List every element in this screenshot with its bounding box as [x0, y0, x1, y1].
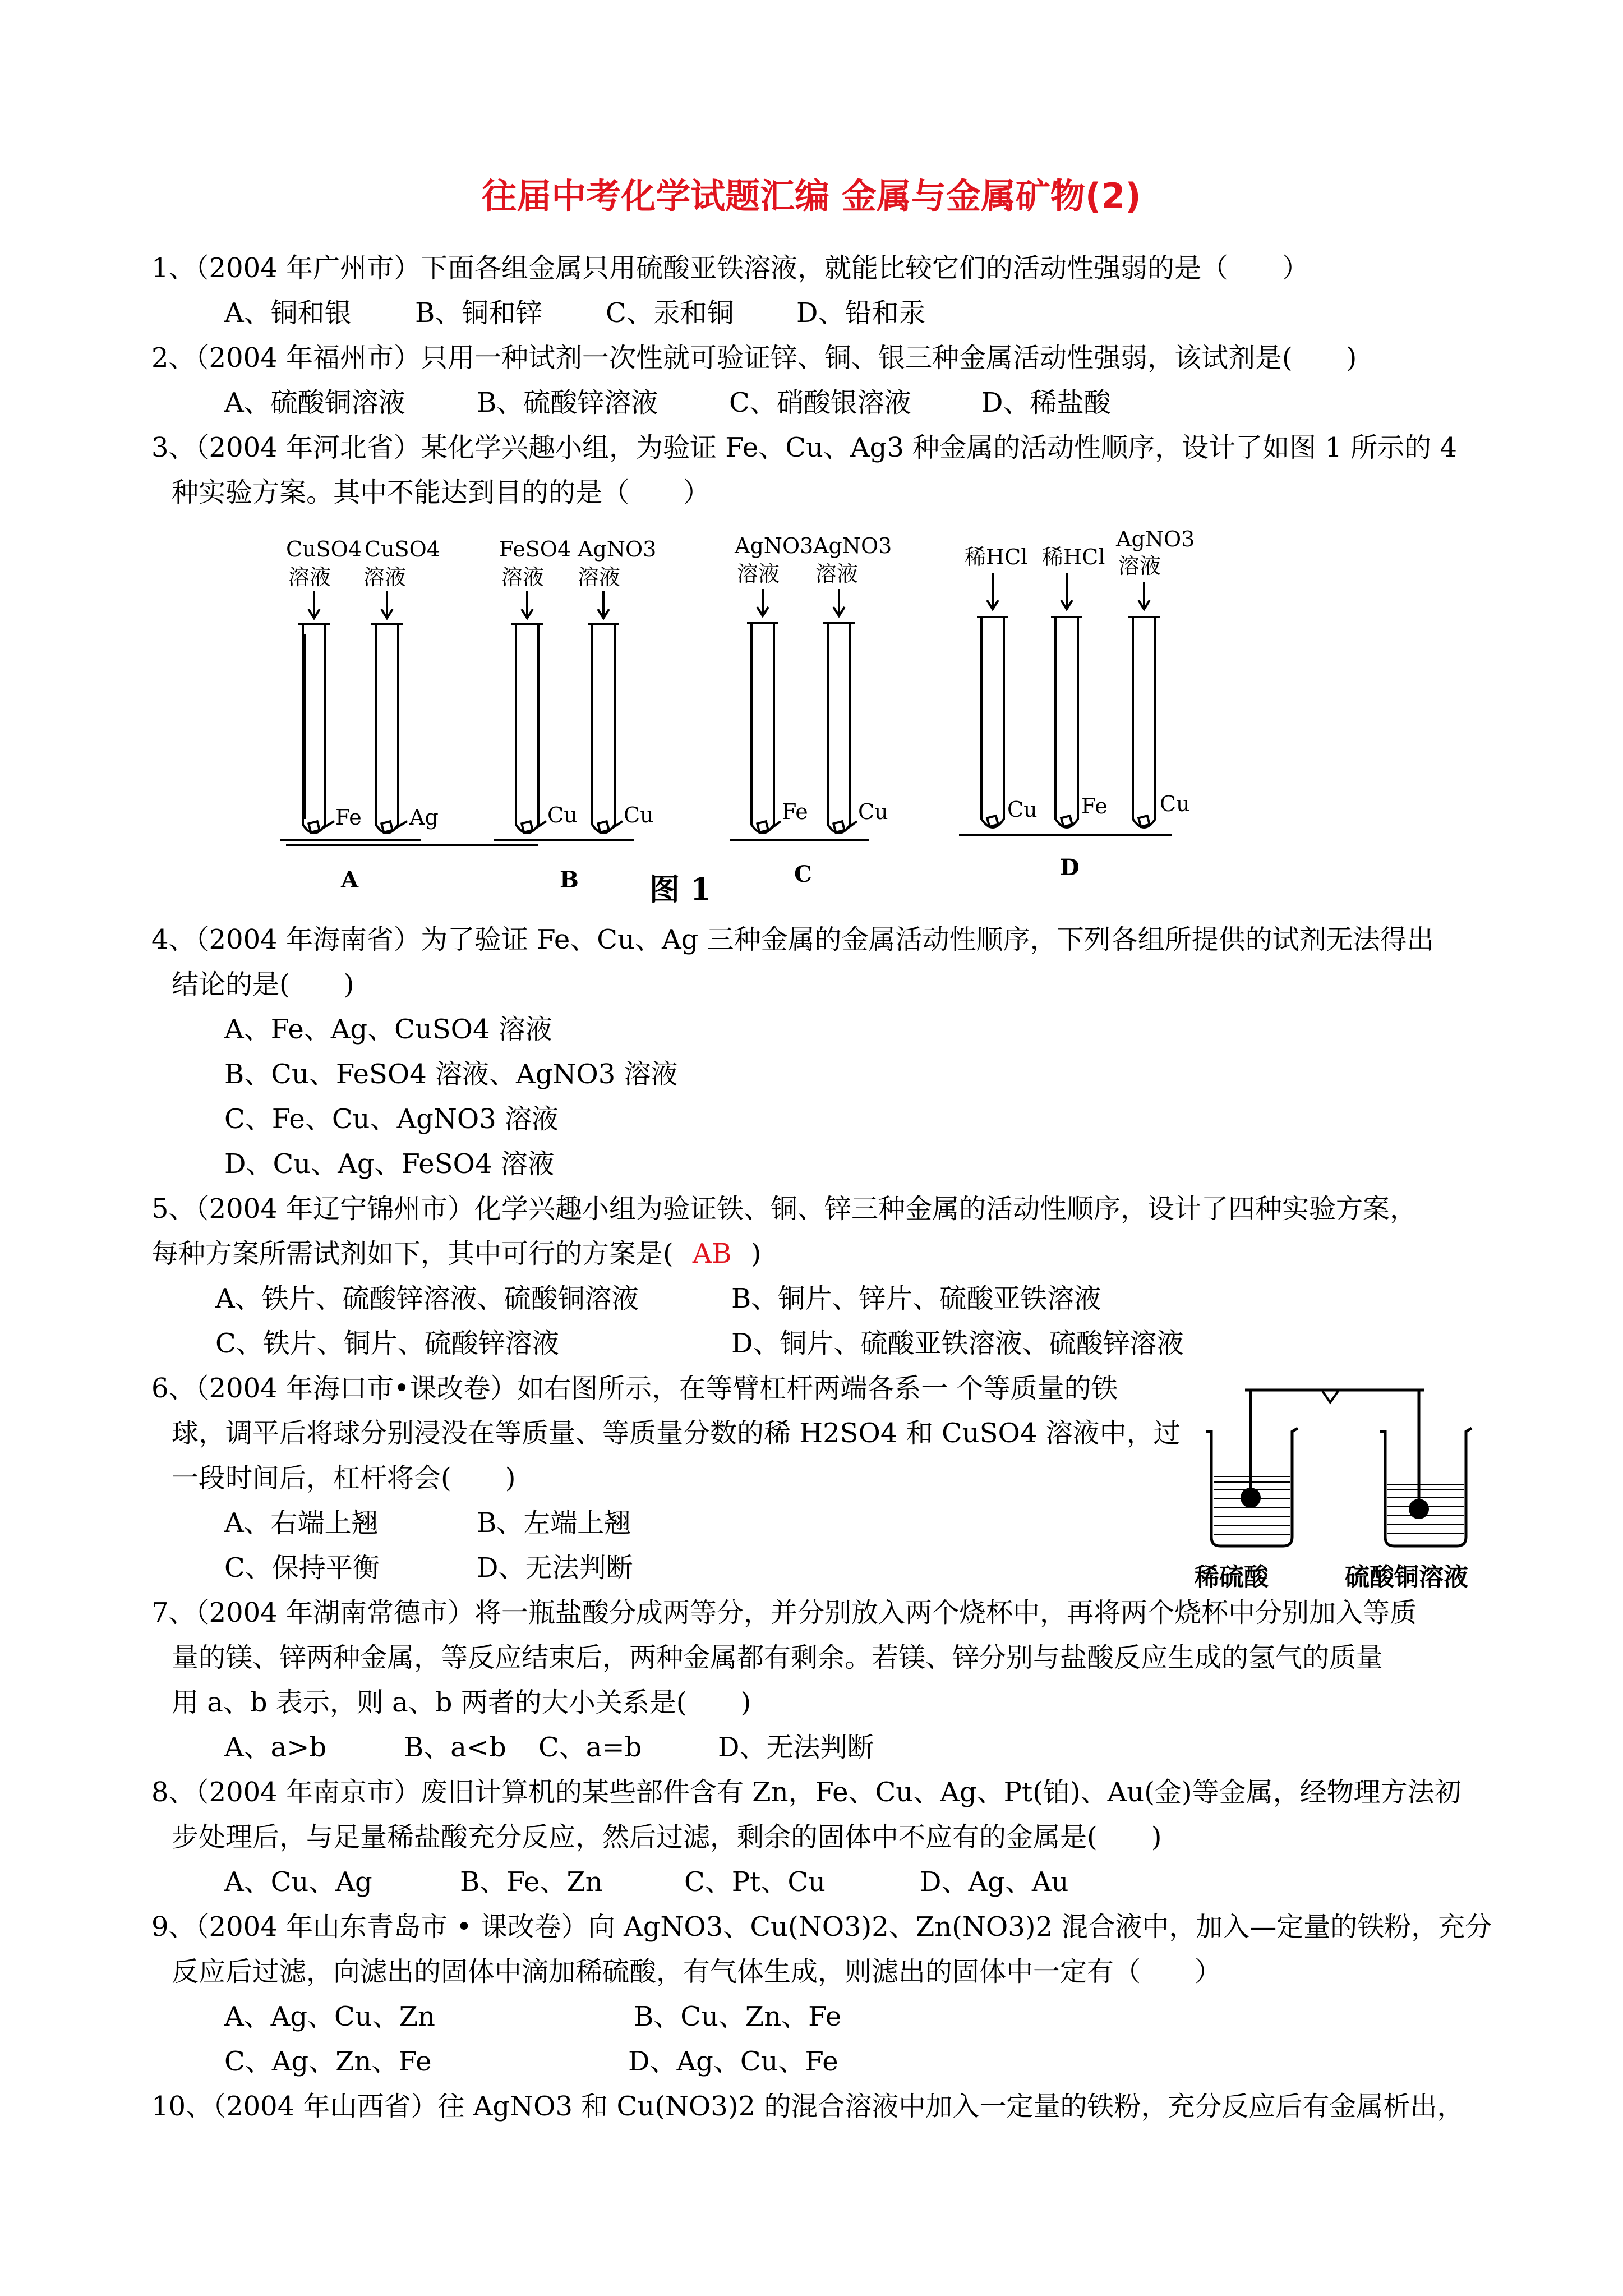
q1-options	[224, 296, 926, 330]
q9-options-row2	[224, 2045, 838, 2078]
q7-stem-line3: 用 a、b 表示，则 a、b 两者的大小关系是( )	[172, 1687, 751, 1718]
group-d-metal-3: Cu	[1160, 792, 1190, 816]
q2-option-c: C、硝酸银溶液	[729, 387, 911, 418]
group-b-letter: B	[560, 867, 579, 893]
q5-option-d: D、铜片、硫酸亚铁溶液、硫酸锌溶液	[731, 1328, 1184, 1359]
q4-stem-line1: 4、（2004 年海南省）为了验证 Fe、Cu、Ag 三种金属的金属活动性顺序，下列各组所提供的试剂无法得出	[151, 924, 1434, 955]
q8-option-c: C、Pt、Cu	[684, 1866, 826, 1898]
group-c-solution-1: 溶液	[737, 562, 780, 586]
q6-option-c: C、保持平衡	[224, 1552, 380, 1584]
figure-group-b	[494, 537, 656, 893]
group-d-metal-1: Cu	[1007, 797, 1038, 822]
q6-stem-line2: 球，调平后将球分别浸没在等质量、等质量分数的稀 H2SO4 和 CuSO4 溶液中，过	[172, 1418, 1181, 1449]
group-d-reagent-1: 稀HCl	[965, 545, 1028, 569]
group-c-letter: C	[794, 861, 812, 887]
q9-stem-line1: 9、（2004 年山东青岛市 • 课改卷）向 AgNO3、Cu(NO3)2、Zn(NO3)2 混合液中，加入—定量的铁粉，充分	[151, 1911, 1492, 1943]
q6-options-row1	[224, 1506, 631, 1540]
q6-figure-label-left: 稀硫酸	[1195, 1563, 1269, 1591]
group-a-solution-1: 溶液	[288, 565, 331, 590]
figure-group-c	[730, 533, 892, 887]
group-c-solution-2: 溶液	[815, 562, 859, 586]
q6-figure-label-right: 硫酸铜溶液	[1345, 1563, 1468, 1591]
q5-stem-line1: 5、（2004 年辽宁锦州市）化学兴趣小组为验证铁、铜、锌三种金属的活动性顺序，设计了四种实验方案，	[151, 1193, 1417, 1225]
group-b-metal-2: Cu	[624, 803, 654, 827]
q2-stem: 2、（2004 年福州市）只用一种试剂一次性就可验证锌、铜、银三种金属活动性强弱，该试剂是( )	[151, 342, 1357, 374]
group-d-metal-2: Fe	[1081, 794, 1108, 818]
q2-options	[224, 386, 1111, 420]
group-c-metal-2: Cu	[858, 799, 888, 824]
group-a-letter: A	[341, 867, 359, 893]
q1-option-b: B、铜和锌	[415, 297, 543, 329]
group-c-reagent-2: AgNO3	[813, 533, 892, 558]
q6-option-b: B、左端上翘	[477, 1507, 631, 1539]
q5-stem-post: )	[750, 1238, 762, 1269]
q4-stem-line2: 结论的是( )	[172, 969, 354, 1000]
q5-options-row2	[215, 1327, 1184, 1360]
q6-stem-line3: 一段时间后，杠杆将会( )	[172, 1462, 516, 1494]
group-c-metal-1: Fe	[782, 799, 808, 824]
q9-option-b: B、Cu、Zn、Fe	[634, 2001, 842, 2032]
group-a-solution-2: 溶液	[363, 565, 407, 590]
q8-option-a: A、Cu、Ag	[224, 1866, 372, 1898]
q9-stem-line2: 反应后过滤，向滤出的固体中滴加稀硫酸，有气体生成，则滤出的固体中一定有（ ）	[172, 1956, 1222, 1987]
q9-options-row1	[224, 2000, 841, 2033]
q8-options	[224, 1865, 1068, 1899]
group-a-metal-2: Ag	[409, 805, 439, 830]
q10-stem-line1: 10、（2004 年山西省）往 AgNO3 和 Cu(NO3)2 的混合溶液中加入一定量的铁粉，充分反应后有金属析出，	[151, 2091, 1464, 2122]
q5-option-c: C、铁片、铜片、硫酸锌溶液	[215, 1328, 559, 1359]
page-title: 往届中考化学试题汇编 金属与金属矿物(2)	[482, 176, 1141, 217]
group-b-reagent-1: FeSO4	[499, 537, 571, 562]
q5-answer: AB	[692, 1238, 732, 1269]
q7-option-b: B、a<b	[404, 1732, 506, 1763]
group-d-solution-3: 溶液	[1118, 554, 1161, 578]
q7-option-c: C、a=b	[538, 1732, 642, 1763]
q4-option-d: D、Cu、Ag、FeSO4 溶液	[224, 1148, 555, 1180]
q9-option-a: A、Ag、Cu、Zn	[224, 2001, 435, 2032]
q8-option-b: B、Fe、Zn	[460, 1866, 603, 1898]
group-b-solution-1: 溶液	[501, 565, 545, 590]
q7-option-a: A、a>b	[224, 1732, 327, 1763]
q2-option-b: B、硫酸锌溶液	[477, 387, 658, 418]
q6-lever-balance-figure	[1189, 1380, 1503, 1593]
q2-option-a: A、硫酸铜溶液	[224, 387, 405, 418]
q7-option-d: D、无法判断	[718, 1732, 874, 1763]
group-b-metal-1: Cu	[547, 803, 578, 827]
group-b-solution-2: 溶液	[578, 565, 621, 590]
q1-option-d: D、铅和汞	[796, 297, 926, 329]
q7-stem-line2: 量的镁、锌两种金属，等反应结束后，两种金属都有剩余。若镁、锌分别与盐酸反应生成的氢气的质量	[172, 1642, 1384, 1673]
group-d-reagent-3: AgNO3	[1116, 527, 1195, 551]
group-d-letter: D	[1060, 854, 1080, 881]
q1-option-c: C、汞和铜	[606, 297, 734, 329]
q5-option-a: A、铁片、硫酸锌溶液、硫酸铜溶液	[215, 1283, 639, 1314]
q2-option-d: D、稀盐酸	[981, 387, 1111, 418]
q4-option-a: A、Fe、Ag、CuSO4 溶液	[224, 1014, 552, 1045]
figure-group-a	[280, 537, 440, 893]
group-a-reagent-1: CuSO4	[286, 537, 362, 562]
q6-stem-line1: 6、（2004 年海口市•课改卷）如右图所示，在等臂杠杆两端各系一 个等质量的铁	[151, 1373, 1118, 1404]
q8-stem-line2: 步处理后，与足量稀盐酸充分反应，然后过滤，剩余的固体中不应有的金属是( )	[172, 1821, 1162, 1853]
group-b-reagent-2: AgNO3	[578, 537, 657, 562]
q6-option-d: D、无法判断	[477, 1552, 633, 1584]
q5-stem-pre: 每种方案所需试剂如下，其中可行的方案是(	[151, 1238, 674, 1269]
q5-options-row1	[215, 1282, 1101, 1315]
group-a-reagent-2: CuSO4	[365, 537, 440, 562]
figure-1-caption: 图 1	[649, 871, 712, 907]
q7-stem-line1: 7、（2004 年湖南常德市）将一瓶盐酸分成两等分，并分别放入两个烧杯中，再将两个烧杯中分别加入等质	[151, 1597, 1417, 1628]
q4-option-b: B、Cu、FeSO4 溶液、AgNO3 溶液	[224, 1059, 678, 1090]
q3-stem-line2: 种实验方案。其中不能达到目的的是（ ）	[172, 477, 711, 508]
group-c-reagent-1: AgNO3	[735, 533, 814, 558]
q1-option-a: A、铜和银	[224, 297, 352, 329]
group-d-reagent-2: 稀HCl	[1042, 545, 1105, 569]
q6-options-row2	[224, 1551, 633, 1585]
q3-stem-line1: 3、（2004 年河北省）某化学兴趣小组，为验证 Fe、Cu、Ag3 种金属的活动性顺序，设计了如图 1 所示的 4	[151, 432, 1457, 463]
q5-stem-line2	[151, 1237, 761, 1271]
q9-option-d: D、Ag、Cu、Fe	[628, 2046, 838, 2077]
q6-option-a: A、右端上翘	[224, 1507, 379, 1539]
q1-stem: 1、（2004 年广州市）下面各组金属只用硫酸亚铁溶液，就能比较它们的活动性强弱的是（ ）	[151, 252, 1309, 284]
q9-option-c: C、Ag、Zn、Fe	[224, 2046, 432, 2077]
figure-1-test-tubes	[269, 522, 1256, 914]
q4-option-c: C、Fe、Cu、AgNO3 溶液	[224, 1103, 559, 1135]
q8-option-d: D、Ag、Au	[920, 1866, 1069, 1898]
figure-group-d	[959, 527, 1195, 881]
q8-stem-line1: 8、（2004 年南京市）废旧计算机的某些部件含有 Zn，Fe、Cu、Ag、Pt(铂)、Au(金)等金属，经物理方法初	[151, 1777, 1461, 1808]
q7-options	[224, 1731, 874, 1764]
group-a-metal-1: Fe	[335, 805, 362, 830]
q5-option-b: B、铜片、锌片、硫酸亚铁溶液	[731, 1283, 1101, 1314]
